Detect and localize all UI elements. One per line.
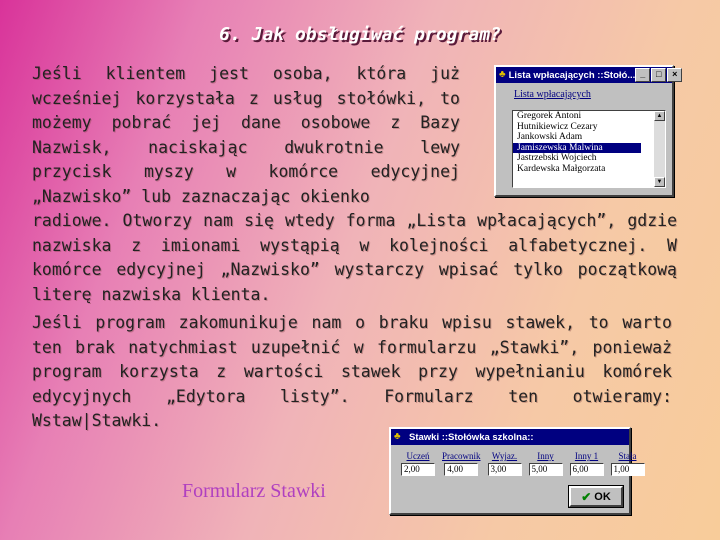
app-icon: ♣ bbox=[499, 69, 506, 80]
lista-header-label: Lista wpłacających bbox=[514, 89, 591, 100]
wyjaz-input[interactable]: 3,00 bbox=[488, 463, 522, 476]
inny1-input[interactable]: 6,00 bbox=[570, 463, 604, 476]
slide-title: 6. Jak obsługiwać program? bbox=[219, 24, 501, 45]
list-item[interactable]: Jastrzebski Wojciech bbox=[517, 153, 597, 163]
lista-titlebar[interactable] bbox=[496, 67, 678, 83]
field-label: Inny bbox=[537, 451, 554, 461]
field-label: Wyjaz. bbox=[491, 451, 518, 461]
field-uczen bbox=[401, 451, 435, 476]
field-label: Uczeń bbox=[406, 451, 430, 461]
scroll-up-arrow-icon[interactable]: ▲ bbox=[654, 111, 665, 121]
minimize-button[interactable]: _ bbox=[635, 68, 650, 82]
paragraph-intro-continued: radiowe. Otworzy nam się wtedy forma „Lista wpłacających”, gdzie nazwiska z imionami wystąpią w kolejności alfabetycznej. W komórce edycyjnej „Nazwisko” wystarczy wpisać tylko początkową literę nazwiska klienta. bbox=[32, 211, 677, 304]
stawki-window-title: Stawki ::Stołówka szkolna:: bbox=[409, 431, 534, 443]
stawki-window bbox=[389, 427, 637, 515]
lista-window-title: Lista wpłacających ::Stołó... bbox=[508, 69, 636, 81]
stawki-titlebar[interactable] bbox=[391, 429, 629, 445]
list-item[interactable]: Jankowski Adam bbox=[517, 132, 583, 142]
uczen-input[interactable]: 2,00 bbox=[401, 463, 435, 476]
stala-input[interactable]: 1,00 bbox=[611, 463, 645, 476]
field-inny1 bbox=[570, 451, 604, 476]
list-item[interactable]: Hutnikiewicz Cezary bbox=[517, 121, 598, 132]
app-icon: ♣ bbox=[394, 431, 401, 442]
field-pracownik bbox=[442, 451, 481, 476]
field-label: Pracownik bbox=[442, 451, 481, 461]
field-stala bbox=[611, 451, 645, 476]
ok-label: OK bbox=[594, 490, 611, 503]
scroll-down-arrow-icon[interactable]: ▼ bbox=[654, 177, 665, 187]
checkmark-icon: ✔ bbox=[581, 489, 592, 504]
inny-input[interactable]: 5,00 bbox=[529, 463, 563, 476]
maximize-button[interactable]: □ bbox=[651, 68, 666, 82]
lista-wplacajacych-window bbox=[494, 65, 678, 197]
field-wyjaz bbox=[488, 451, 522, 476]
paragraph-stawki: Jeśli program zakomunikuje nam o braku wpisu stawek, to warto ten brak natychmiast uzupełnić w formularzu „Stawki”, ponieważ program korzysta z wartości stawek przy wypełnianiu komórek edycyjnych „Edytora listy”. Formularz ten otwieramy: Wstaw|Stawki. bbox=[32, 313, 672, 430]
pracownik-input[interactable]: 4,00 bbox=[444, 463, 478, 476]
field-inny bbox=[529, 451, 563, 476]
list-item-selected[interactable]: Jamiszewska Malwina bbox=[513, 143, 641, 154]
stawki-fields bbox=[401, 451, 637, 476]
ok-button[interactable] bbox=[569, 486, 623, 507]
paragraph-intro: Jeśli klientem jest osoba, która już wcześniej korzystała z usług stołówki, to możemy pobrać jej dane osobowe z Bazy Nazwisk, naciskając dwukrotnie lewy przycisk myszy w komórce edycyjnej „Nazwisko” lub zaznaczając okienko bbox=[32, 64, 460, 206]
caption: Formularz Stawki bbox=[182, 480, 326, 502]
field-label: Stała bbox=[618, 451, 637, 461]
names-listbox[interactable] bbox=[512, 110, 666, 188]
field-label: Inny 1 bbox=[574, 451, 599, 461]
listbox-scrollbar[interactable] bbox=[654, 111, 665, 187]
close-button[interactable]: × bbox=[667, 68, 682, 82]
list-item[interactable]: Gregorek Antoni bbox=[517, 111, 582, 121]
list-item[interactable]: Kardewska Małgorzata bbox=[517, 163, 606, 174]
